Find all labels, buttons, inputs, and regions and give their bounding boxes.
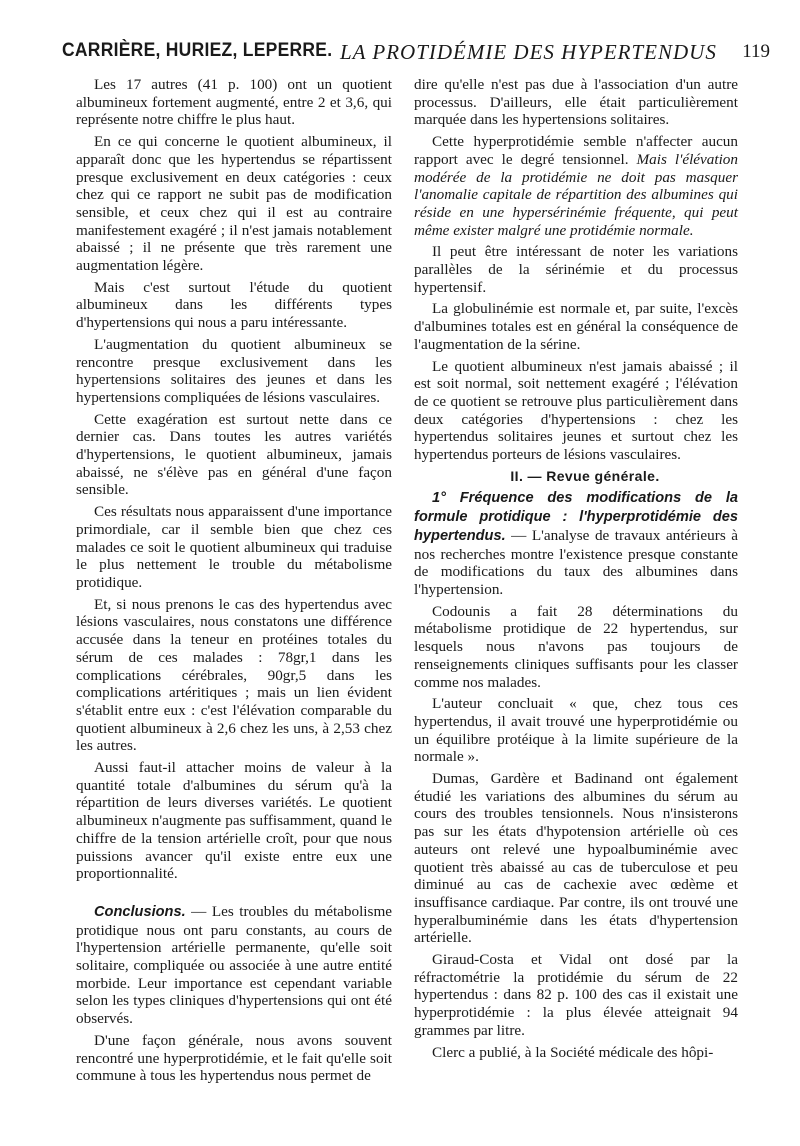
subsection-lead: 1° Fréquence des modifications de la formule protidique : l'hyperprotidémie des hypertendus.: [414, 490, 738, 544]
paragraph: L'auteur concluait « que, chez tous ces hypertendus, il avait trouvé une hyperprotidémie ou un équilibre protéique à la limite supérieure de la normale ».: [414, 695, 738, 766]
paragraph: Dumas, Gardère et Badinand ont également étudié les variations des albumines du sérum au cours des troubles tensionnels. Nous n'insisterons pas sur les états d'hypotension artérielle où ces auteurs ont relevé une hypoalbuminémie avec quotient très abaissé au cas de tuberculose et peu diminué au cas de cachexie avec œdème et insuffisance cardiaque. Par contre, ils ont trouvé une hyperalbuminémie dans les états d'hypertension artérielle.: [414, 770, 738, 947]
subsection-paragraph: [414, 489, 738, 598]
paragraph: Aussi faut-il attacher moins de valeur à la quantité totale d'albumines du sérum qu'à la répartition de leurs diverses variétés. Le quotient albumineux n'augmente pas suffisamment, quand le chiffre de la tension artérielle croît, pour que nous puissions avancer qu'il existe entre eux une proportionnalité.: [76, 759, 392, 883]
left-column: [76, 76, 392, 1089]
header-title: LA PROTIDÉMIE DES HYPERTENDUS: [340, 40, 717, 64]
paragraph: L'augmentation du quotient albumineux se rencontre presque exclusivement dans les hypertensions solitaires des jeunes et dans les hypertensions compliquées de lésions vasculaires.: [76, 335, 392, 406]
paragraph: Il peut être intéressant de noter les variations parallèles de la sérinémie et du processus hypertensif.: [414, 243, 738, 296]
header-authors: CARRIÈRE, HURIEZ, LEPERRE.: [62, 40, 333, 61]
page-number: 119: [742, 41, 770, 62]
paragraph: Et, si nous prenons le cas des hypertendus avec lésions vasculaires, nous constatons une différence accusée dans la teneur en protéines totales du sérum de ces malades : 78gr,1 dans les complications cérébrales, 90gr,5 dans les complications artéritiques ; mais un lien évident s'établit entre eux : c'est l'élévation comparable du quotient albumineux à 2,6 chez les uns, à 2,53 chez les autres.: [76, 595, 392, 755]
paragraph: Le quotient albumineux n'est jamais abaissé ; il est soit normal, soit nettement exagéré ; l'élévation de ce quotient se retrouve plus particulièrement dans deux catégories d'hypertensions : chez les hypertendus solitaires jeunes et surtout chez les hypertendus porteurs de lésions vasculaires.: [414, 357, 738, 464]
paragraph: dire qu'elle n'est pas due à l'association d'un autre processus. D'ailleurs, elle était particulièrement marquée dans les hypertensions solitaires.: [414, 76, 738, 129]
conclusions-paragraph: [76, 903, 392, 1028]
conclusions-lead: Conclusions.: [94, 903, 186, 920]
subsection-text: — L'analyse de travaux antérieurs à nos recherches montre l'existence presque constante de modifications du taux des albumines dans l'hypertension.: [414, 526, 738, 598]
paragraph: [414, 133, 738, 239]
paragraph: Cette exagération est surtout nette dans ce dernier cas. Dans toutes les autres variétés d'hypertensions, le quotient albumineux, jamais abaissé, ne s'élève pas en général d'une façon sensible.: [76, 410, 392, 499]
paragraph: Ces résultats nous apparaissent d'une importance primordiale, car il semble bien que chez ces malades ce soit le quotient albumineux qui traduise le plus nettement le trouble du métabolisme protidique.: [76, 503, 392, 591]
paragraph: Mais c'est surtout l'étude du quotient albumineux dans les différents types d'hypertensions qui nous a paru intéressante.: [76, 278, 392, 332]
conclusions-text: — Les troubles du métabolisme protidique nous ont paru constants, au cours de l'hypertension artérielle permanente, qu'elle soit solitaire, compliquée ou associée à une autre entité morbide. Leur importance est cependant variable selon les types cliniques d'hypertensions qui ont été observés.: [76, 902, 392, 1028]
paragraph: En ce qui concerne le quotient albumineux, il apparaît donc que les hypertendus se répartissent presque exclusivement en deux catégories : ceux chez qui ce rapport ne subit pas de modification sensible, et ceux chez qui il est au contraire manifestement exagéré ; il n'est jamais notablement abaissé ; il ne présente que très rarement une augmentation légère.: [76, 133, 392, 275]
running-header: [62, 36, 770, 70]
right-column: [414, 76, 738, 1065]
italic-emphasis: Mais l'élévation modérée de la protidémie ne doit pas masquer l'anomalie capitale de répartition des albumines qui réside en une hypersérinémie fréquente, qui peut même exister malgré une protidémie normale.: [414, 150, 738, 239]
paragraph: Clerc a publié, à la Société médicale des hôpi-: [432, 1043, 714, 1061]
paragraph: Les 17 autres (41 p. 100) ont un quotient albumineux fortement augmenté, entre 2 et 3,6, qui représente notre chiffre le plus haut.: [76, 76, 392, 129]
section-heading: II. — Revue générale.: [510, 467, 660, 484]
paragraph: La globulinémie est normale et, par suite, l'excès d'albumines totales est en général la conséquence de l'augmentation de la sérine.: [414, 300, 738, 353]
paragraph: D'une façon générale, nous avons souvent rencontré une hyperprotidémie, et le fait qu'elle soit commune à tous les hypertendus nous permet de: [76, 1031, 392, 1085]
paragraph: Giraud-Costa et Vidal ont dosé par la réfractométrie la protidémie du sérum de 22 hypertendus : dans 82 p. 100 des cas il existait une hyperprotidémie : la plus élevée atteignait 94 grammes par litre.: [414, 951, 738, 1039]
paragraph-start: Cette hyperprotidémie semble n'affecter aucun rapport avec le degré tensionnel.: [414, 133, 738, 168]
paragraph: Codounis a fait 28 déterminations du métabolisme protidique de 22 hypertendus, sur lesquels nous n'avons pas toujours de renseignements cliniques suffisants pour les classer comme nos malades.: [414, 602, 738, 691]
